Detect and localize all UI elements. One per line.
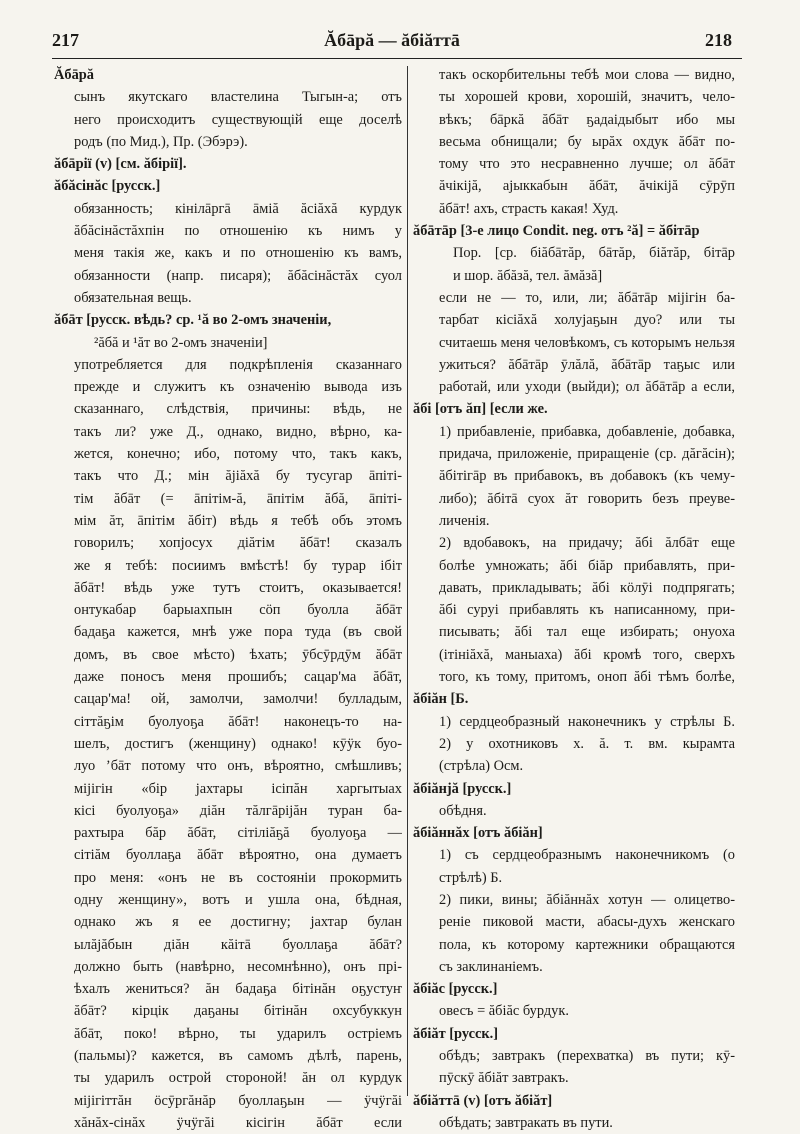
dictionary-headword-line: ăбăсiнăс [русск.] [54,178,161,195]
dictionary-text-line: ăбiтiгāр въ прибавокъ, въ добавокъ (къ чему- [439,468,735,485]
dictionary-text-line: и шор. ăбăзă, тел. ăмăзă] [453,267,603,284]
dictionary-text-line: жется, конечно; ибо, потому что, такъ какъ, [74,446,402,463]
dictionary-text-line: ѣхалъ жениться? ăн бадаҕа бiтiнăн оҕустуҥ [74,981,402,998]
dictionary-text-line: про меня: «онъ не въ состоянiи прокормить [74,869,402,886]
page-header [52,30,732,56]
dictionary-text-line: меня такiя же, какъ и по отношенiю къ вамъ, [74,245,402,262]
dictionary-text-line: ты хорошей крови, хорошiй, значитъ, чело- [439,89,735,106]
dictionary-text-line: должно быть (навѣрно, несомнѣнно), онъ прi- [74,958,402,975]
dictionary-text-line: тiм ăбāт (= āпiтiм-ă, āпiтiм ăбă, āпiтi- [74,490,402,507]
dictionary-text-line: сацар'ма! ой, замолчи, замолчи! булладым, [74,691,402,708]
dictionary-text-line: сiттăҕiм буолуоҕа ăбāт! наконецъ-то на- [74,713,402,730]
dictionary-text-line: говорилъ; хопjосух дiăтiм ăбāт! сказалъ [74,535,402,552]
dictionary-headword-line: ăбiăттā (v) [отъ ăбiăт] [413,1092,553,1109]
dictionary-text-line: обѣдня. [439,802,487,819]
dictionary-text-line: болѣе умножать; ăбi бiăр прибавлять, при- [439,557,735,574]
dictionary-text-line: придача, приложенiе, приращенiе (ср. дăгăсiн); [439,446,735,463]
dictionary-headword-line: Ăбāрă [54,67,94,83]
dictionary-text-line: ăбāт, поко! вѣрно, ты ударилъ острiемъ [74,1025,402,1042]
running-title: Ăбāрă — ăбiăттā [324,30,460,50]
dictionary-text-line: работай, или уходи (выйди); ол ăбāтāр а если, [439,379,735,396]
dictionary-text-line: однако жъ я ее достигну; јахтар булан [74,914,402,931]
dictionary-text-line: мiм ăт, āпiтiм ăбiт) вѣдь я тебѣ объ этомъ [74,512,402,529]
dictionary-text-line: ăбi суруi прибавлять къ написанному, при- [439,602,735,619]
dictionary-text-line: ăбāт? кiрцiк даҕаны бiтiнăн охсубуккун [74,1003,402,1020]
dictionary-text-line: обязанность; кiнiлāргā āмiă ăсiăхă курдук [74,200,402,217]
dictionary-text-line: обязательная вещь. [74,289,192,306]
dictionary-text-line: (стрѣла) Осм. [439,758,524,775]
right-page-number: 218 [705,30,732,50]
dictionary-text-line: шелъ, достигъ (женщину) однако! кӯӱк буо- [74,735,402,752]
dictionary-headword-line: ăбiăт [русск.] [413,1025,499,1042]
left-page-number: 217 [52,30,79,50]
column-divider [407,66,408,1096]
dictionary-text-line: даже поносъ меня прошибъ; сацар'ма ăбāт, [74,669,402,686]
dictionary-text-line: ылăjăбын дiăн кăiтā буоллаҕа ăбāт? [74,936,402,953]
dictionary-text-line: весьма обнищали; бу ырăх охдук ăбāт по- [439,133,735,150]
dictionary-text-line: одну женщину», вотъ и ушла она, бѣдная, [74,891,402,908]
dictionary-text-line: рахтыра бăр ăбāт, сiтiлiăҕă буолуоҕа — [74,825,402,842]
dictionary-headword-line: ăбāт [русск. вѣдь? ср. ¹ă во 2-омъ значенiи, [54,312,332,329]
dictionary-text-line: обязанности (напр. писаря); ăбăсiнăстăх суол [74,267,402,284]
dictionary-text-line: прежде и служитъ къ означенiю вывода изъ [74,379,402,396]
dictionary-text-line: ты ударилъ острой стороной! ăн ол курдук [74,1070,402,1087]
dictionary-text-line: если не — то, или, ли; ăбāтāр мiјiгiн ба- [439,289,735,306]
dictionary-text-line: пӯскӯ ăбiăт завтракъ. [439,1070,569,1087]
dictionary-text-line: обѣдъ; завтракъ (перехватка) въ пути; кӯ- [439,1048,735,1065]
dictionary-text-line: тарбат кiсiăхă холујаҕын дуо? или ты [439,312,735,329]
dictionary-text-line: сiтiăм буоллаҕа ăбāт вѣроятно, она думаетъ [74,847,402,864]
dictionary-text-line: считаешь меня человѣкомъ, съ которымъ нельзя [439,334,735,351]
dictionary-text-line: (iтiнiăхă, маныаха) ăбi кромѣ того, сверхъ [439,646,735,663]
dictionary-text-line: овесъ = ăбiăс бурдук. [439,1003,569,1020]
dictionary-headword-line: ăбāтāр [3-е лицо Condit. neg. отъ ²ă] = ăбiтāр [413,223,700,240]
dictionary-text-line: хăнăх-сiнăх ӱчӱгăi кiсiгiн ăбāт если [74,1114,402,1131]
dictionary-text-line: Пор. [ср. бiăбāтăр, бāтăр, бiăтăр, бiтāр [453,245,735,262]
left-column [54,64,402,1134]
dictionary-headword-line: ăбāрiï (v) [см. ăбiрiï]. [54,156,187,173]
header-rule [52,58,742,59]
dictionary-text-line: ăчiкiјă, ајыккабын ăбāт, ăчiкiјă сӯрӯп [439,178,735,195]
dictionary-text-line: 2) у охотниковъ х. ă. т. вм. кырамта [439,735,735,752]
dictionary-text-line: 1) сердцеобразный наконечникъ у стрѣлы Б. [439,713,735,730]
dictionary-text-line: луо ’бāт потому что онъ, вѣроятно, смѣшливъ; [74,758,402,775]
dictionary-text-line: такъ оскорбительны тебѣ мои слова — видно, [439,67,735,83]
dictionary-text-line: сынъ якутскаго властелина Тыгын-а; отъ [74,89,402,106]
dictionary-text-line: давать, прикладывать; ăбi кöлӯi подпрягать; [439,579,735,596]
dictionary-headword-line: ăбiăс [русск.] [413,981,498,998]
dictionary-text-line: ăбāт! вѣдь уже тутъ стоитъ, оказывается! [74,579,402,596]
dictionary-text-line: личенiя. [439,512,490,529]
dictionary-headword-line: ăбiăнјă [русск.] [413,780,512,797]
dictionary-text-line: съ заклинанiемъ. [439,958,543,975]
dictionary-text-line: кiсi буолуоҕа» дiăн тăлгāрiјăн туран ба- [74,802,402,819]
dictionary-text-line: (пальмы)? кажется, въ самомъ дѣлѣ, парень, [74,1048,402,1065]
dictionary-text-line: же я тебѣ: посиимъ вмѣстѣ! бу турар iбiт [74,557,402,574]
dictionary-text-line: 2) вдобавокъ, на придачу; ăбi ăлбāт еще [439,535,735,552]
right-column [413,64,735,1134]
dictionary-text-line: него происходитъ существующiй еще доселѣ [74,111,402,128]
dictionary-text-line: того, къ тому, притомъ, оноп ăбi тѣмъ болѣе, [439,669,735,686]
dictionary-text-line: ²ăбă и ¹ăт во 2-омъ значенiи] [94,334,268,351]
dictionary-text-line: такъ ли? уже Д., однако, видно, вѣрно, ка- [74,423,402,440]
dictionary-text-line: 1) прибавленiе, прибавка, добавленiе, добавка, [439,423,735,440]
dictionary-text-line: ужиться? ăбāтāр ӯлăлă, ăбāтāр таҕыс или [439,356,735,373]
dictionary-text-line: такъ что Д.; мiн ăjiăхă бу тусугар āпiтi- [74,468,402,485]
dictionary-text-line: сказаннаго, слѣдствiя, причины: вѣдь, не [74,401,402,418]
dictionary-text-line: мiјiгiттăн öсӯргăнăр буоллаҕын — ӱчӱгăi [74,1092,402,1109]
dictionary-headword-line: ăбiăн [Б. [413,691,469,708]
dictionary-text-line: домъ, въ свое мѣсто) ѣхать; ӯбсӯрдӯм ăбāт [74,646,402,663]
dictionary-headword-line: ăбi [отъ ăп] [если же. [413,401,548,418]
dictionary-text-line: родъ (по Мид.), Пр. (Эбэрэ). [74,133,248,150]
dictionary-text-line: употребляется для подкрѣпленiя сказаннаго [74,356,402,373]
dictionary-text-line: ăбăсiнăстăхпiн по отношенiю къ нимъ у [74,223,402,240]
dictionary-text-line: бадаҕа кажется, мнѣ уже пора туда (въ свой [74,624,402,641]
dictionary-text-line: вѣкъ; бāркă ăбāт ҕадаiдыбыт ибо мы [439,111,735,128]
dictionary-text-line: 1) съ сердцеобразнымъ наконечникомъ (о [439,847,735,864]
dictionary-text-line: тому что это несравненно лучше; ол ăбāт [439,156,735,173]
dictionary-text-line: либо); ăбiтā суох ăт говорить безъ преуве- [439,490,735,507]
dictionary-text-line: писывать; ăбi тал еще избирать; онуоха [439,624,735,641]
dictionary-text-line: ренiе пиковой масти, абасы-духъ женскаго [439,914,735,931]
dictionary-text-line: 2) пики, вины; ăбiăннăх хотун — олицетво- [439,891,735,908]
dictionary-text-line: обѣдать; завтракать въ пути. [439,1114,613,1131]
dictionary-text-line: онтукабар барыахпын сöп буолла ăбāт [74,602,402,619]
dictionary-text-line: мiјiгiн «бiр јахтары iсiпăн харгытыах [74,780,402,797]
dictionary-text-line: стрѣлѣ) Б. [439,869,503,886]
dictionary-text-line: пола, къ которому картежники обращаются [439,936,735,953]
dictionary-text-line: ăбāт! ахъ, страсть какая! Худ. [439,200,619,217]
dictionary-headword-line: ăбiăннăх [отъ ăбiăн] [413,825,543,842]
